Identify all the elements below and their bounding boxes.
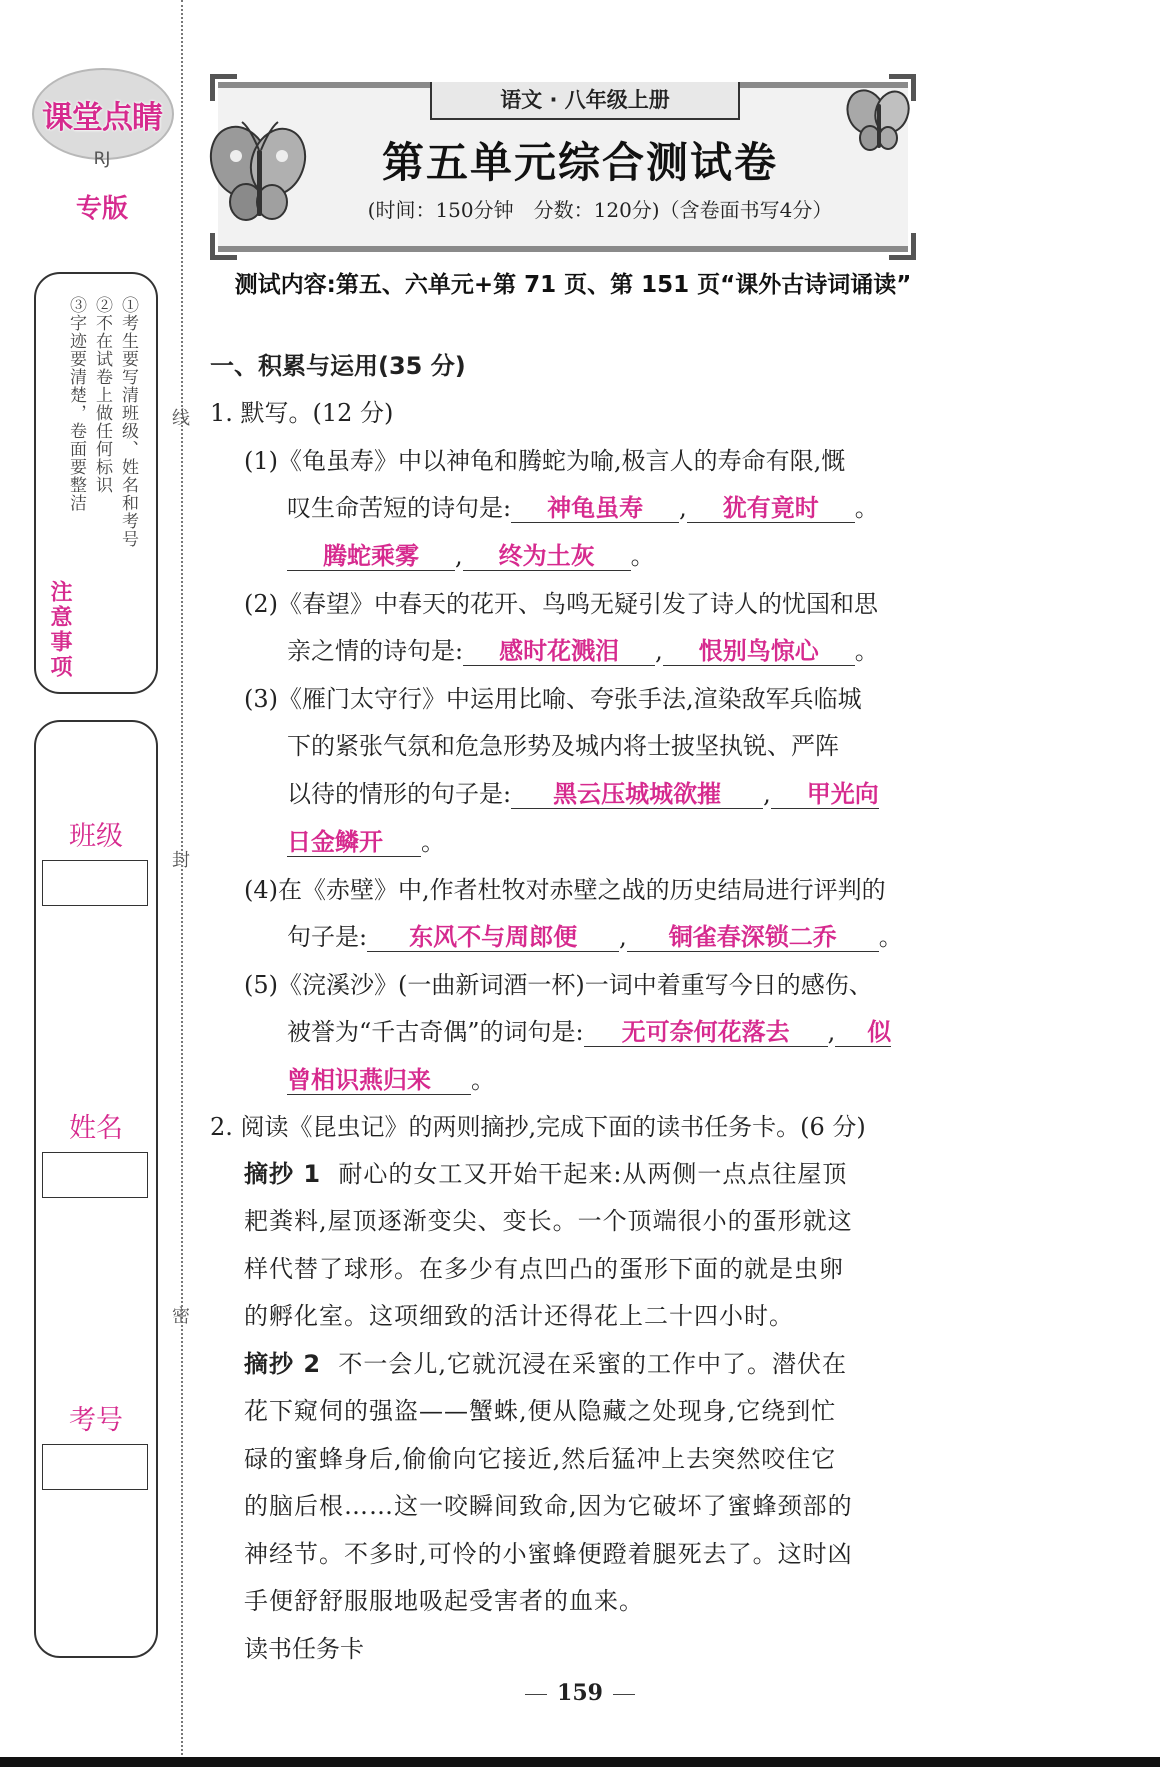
answer-blank[interactable]: 黑云压城城欲摧 xyxy=(511,780,763,809)
excerpt-2-line-6: 手便舒舒服服地吸起受害者的血来。 xyxy=(244,1587,644,1615)
class-label: 班级 xyxy=(69,821,123,852)
answer-blank[interactable]: 无可奈何花落去 xyxy=(584,1018,828,1047)
q2-title: 2. 阅读《昆虫记》的两则摘抄,完成下面的读书任务卡。(6 分) xyxy=(210,1113,866,1141)
cut-mark-line: 线 xyxy=(172,408,190,429)
answer-blank[interactable]: 犹有竟时 xyxy=(687,494,855,523)
exam-number-field[interactable] xyxy=(42,1444,148,1490)
q1-p1-line3: 腾蛇乘雾 , 终为土灰 。 xyxy=(287,542,655,571)
q1-p1-line1: (1)《龟虽寿》中以神龟和腾蛇为喻,极言人的寿命有限,慨 xyxy=(244,447,846,475)
class-field[interactable] xyxy=(42,860,148,906)
brand-name: 课堂点睛 xyxy=(42,100,162,136)
page-number: 159 xyxy=(500,1680,660,1706)
cut-mark-secret: 密 xyxy=(172,1306,190,1327)
q1-p4-line1: (4)在《赤壁》中,作者杜牧对赤壁之战的历史结局进行评判的 xyxy=(244,876,886,904)
answer-blank[interactable]: 恨别鸟惊心 xyxy=(663,637,855,666)
excerpt-2-line-4: 的脑后根……这一咬瞬间致命,因为它破坏了蜜蜂颈部的 xyxy=(244,1492,853,1520)
notice-line-2: ②不在试卷上做任何标识 xyxy=(92,296,112,494)
cut-mark-seal: 封 xyxy=(172,850,190,871)
subject-tab: 语文 · 八年级上册 xyxy=(430,82,740,120)
q1-p1-line2: 叹生命苦短的诗句是: 神龟虽寿 , 犹有竟时 。 xyxy=(287,494,879,522)
student-info-box xyxy=(34,720,158,1658)
excerpt-2-line-1: 摘抄 2 不一会儿,它就沉浸在采蜜的工作中了。潜伏在 xyxy=(244,1350,847,1378)
answer-blank[interactable]: 曾相识燕归来 xyxy=(287,1066,471,1095)
answer-blank[interactable]: 铜雀春深锁二乔 xyxy=(627,923,879,952)
q1-p2-line1: (2)《春望》中春天的花开、鸟鸣无疑引发了诗人的忧国和思 xyxy=(244,590,878,618)
q1-title: 1. 默写。(12 分) xyxy=(210,399,394,427)
page-title: 第五单元综合测试卷 xyxy=(381,138,778,187)
section-1-title: 一、积累与运用(35 分) xyxy=(210,352,466,380)
notice-title: 注意事项 xyxy=(47,580,72,680)
excerpt-1-line-1: 摘抄 1 耐心的女工又开始干起来:从两侧一点点往屋顶 xyxy=(244,1160,848,1188)
q1-p5-line3: 曾相识燕归来 。 xyxy=(287,1066,495,1094)
task-card-title: 读书任务卡 xyxy=(244,1635,364,1663)
notice-line-3: ③字迹要清楚，卷面要整洁 xyxy=(66,296,86,512)
excerpt-1-line-3: 样代替了球形。在多少有点凹凸的蛋形下面的就是虫卵 xyxy=(244,1255,844,1283)
brand-sub: RJ xyxy=(93,149,111,169)
test-scope: 测试内容:第五、六单元+第 71 页、第 151 页“课外古诗词诵读” xyxy=(234,272,912,298)
q1-p5-line2: 被誉为“千古奇偶”的词句是: 无可奈何花落去 , 似 xyxy=(287,1018,892,1046)
name-field[interactable] xyxy=(42,1152,148,1198)
test-meta: (时间：150分钟 分数：120分)（含卷面书写4分） xyxy=(367,198,833,222)
q1-p3-line1: (3)《雁门太守行》中运用比喻、夸张手法,渲染敌军兵临城 xyxy=(244,685,862,713)
excerpt-1-line-4: 的孵化室。这项细致的活计还得花上二十四小时。 xyxy=(244,1302,794,1330)
q1-p4-line2: 句子是: 东风不与周郎便 , 铜雀春深锁二乔 。 xyxy=(287,923,903,951)
q1-p3-line3: 以待的情形的句子是: 黑云压城城欲摧 , 甲光向 xyxy=(287,780,879,808)
notice-box xyxy=(34,272,158,694)
brand-edition: 专版 xyxy=(75,194,128,224)
answer-blank[interactable]: 日金鳞开 xyxy=(287,828,421,857)
q1-p2-line2: 亲之情的诗句是: 感时花溅泪 , 恨别鸟惊心 。 xyxy=(287,637,879,665)
q1-p5-line1: (5)《浣溪沙》(一曲新词酒一杯)一词中着重写今日的感伤、 xyxy=(244,971,873,999)
answer-blank[interactable]: 似 xyxy=(835,1018,891,1047)
cut-line xyxy=(181,0,183,1767)
answer-blank[interactable]: 东风不与周郎便 xyxy=(367,923,619,952)
answer-blank[interactable]: 终为土灰 xyxy=(463,542,631,571)
q1-p3-line2: 下的紧张气氛和危急形势及城内将士披坚执锐、严阵 xyxy=(287,732,839,760)
answer-blank[interactable]: 感时花溅泪 xyxy=(463,637,655,666)
excerpt-1-line-2: 耙粪料,屋顶逐渐变尖、变长。一个顶端很小的蛋形就这 xyxy=(244,1207,853,1235)
answer-blank[interactable]: 腾蛇乘雾 xyxy=(287,542,455,571)
q1-p3-line4: 日金鳞开 。 xyxy=(287,828,445,856)
exam-number-label: 考号 xyxy=(69,1405,123,1436)
excerpt-2-line-5: 神经节。不多时,可怜的小蜜蜂便蹬着腿死去了。这时凶 xyxy=(244,1540,853,1568)
bottom-bar xyxy=(0,1757,1160,1767)
name-label: 姓名 xyxy=(69,1113,123,1144)
answer-blank[interactable]: 神龟虽寿 xyxy=(511,494,679,523)
excerpt-2-line-2: 花下窥伺的强盗——蟹蛛,便从隐藏之处现身,它绕到忙 xyxy=(244,1397,837,1425)
answer-blank[interactable]: 甲光向 xyxy=(771,780,879,809)
excerpt-2-line-3: 碌的蜜蜂身后,偷偷向它接近,然后猛冲上去突然咬住它 xyxy=(244,1445,837,1473)
notice-line-1: ①考生要写清班级、姓名和考号 xyxy=(118,296,138,548)
